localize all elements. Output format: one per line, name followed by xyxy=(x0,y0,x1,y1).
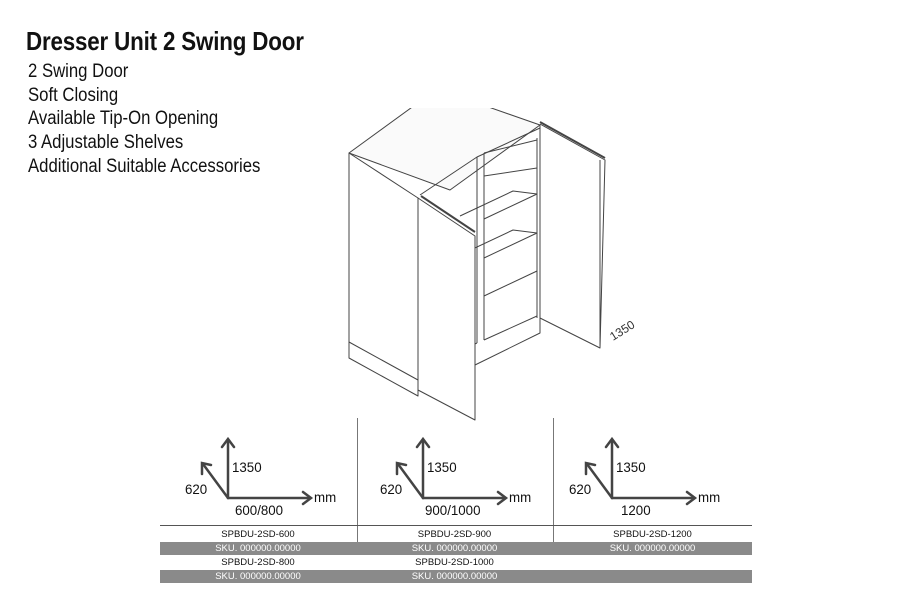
feature-item: Soft Closing xyxy=(28,84,119,106)
depth-value: 620 xyxy=(380,481,403,497)
height-value: 1350 xyxy=(232,459,262,475)
height-value: 1350 xyxy=(427,459,457,475)
cabinet-drawing xyxy=(340,108,650,428)
product-code: SPBDU-2SD-900 xyxy=(417,529,492,540)
dimension-diagram xyxy=(356,428,552,524)
width-value: 1200 xyxy=(621,502,651,518)
table-row xyxy=(160,570,752,583)
sku-number: SKU. 000000.00000 xyxy=(215,543,301,554)
feature-list xyxy=(28,60,292,179)
sku-number xyxy=(553,570,752,583)
depth-value: 620 xyxy=(185,481,208,497)
sku-number: SKU. 000000.00000 xyxy=(411,543,498,554)
feature-item: Additional Suitable Accessories xyxy=(28,155,261,177)
depth-value: 620 xyxy=(569,481,592,497)
drawing-height-label: 1350 xyxy=(607,317,638,344)
product-title: Dresser Unit 2 Swing Door xyxy=(26,26,304,56)
table-row xyxy=(160,542,752,555)
feature-item: 2 Swing Door xyxy=(28,61,129,82)
sku-number: SKU. 000000.00000 xyxy=(215,571,301,582)
table-row xyxy=(160,528,752,541)
feature-item: 3 Adjustable Shelves xyxy=(28,132,184,154)
product-code xyxy=(553,556,752,569)
table-top-rule xyxy=(160,525,752,526)
width-value: 900/1000 xyxy=(425,502,481,518)
dimension-diagram xyxy=(553,428,749,524)
product-code: SPBDU-2SD-1000 xyxy=(415,557,494,568)
unit-label: mm xyxy=(314,489,337,505)
height-value: 1350 xyxy=(616,459,646,475)
product-code: SPBDU-2SD-600 xyxy=(221,529,295,540)
product-code: SPBDU-2SD-1200 xyxy=(613,529,692,540)
product-code: SPBDU-2SD-800 xyxy=(221,557,295,568)
sku-number: SKU. 000000.00000 xyxy=(609,543,696,554)
dimension-axes-icon xyxy=(553,428,749,524)
unit-label: mm xyxy=(698,489,721,505)
width-value: 600/800 xyxy=(235,502,284,518)
sku-number: SKU. 000000.00000 xyxy=(411,571,498,582)
feature-item: Available Tip-On Opening xyxy=(28,108,219,130)
unit-label: mm xyxy=(509,489,532,505)
table-row xyxy=(160,556,752,569)
dimension-diagram xyxy=(160,428,356,524)
